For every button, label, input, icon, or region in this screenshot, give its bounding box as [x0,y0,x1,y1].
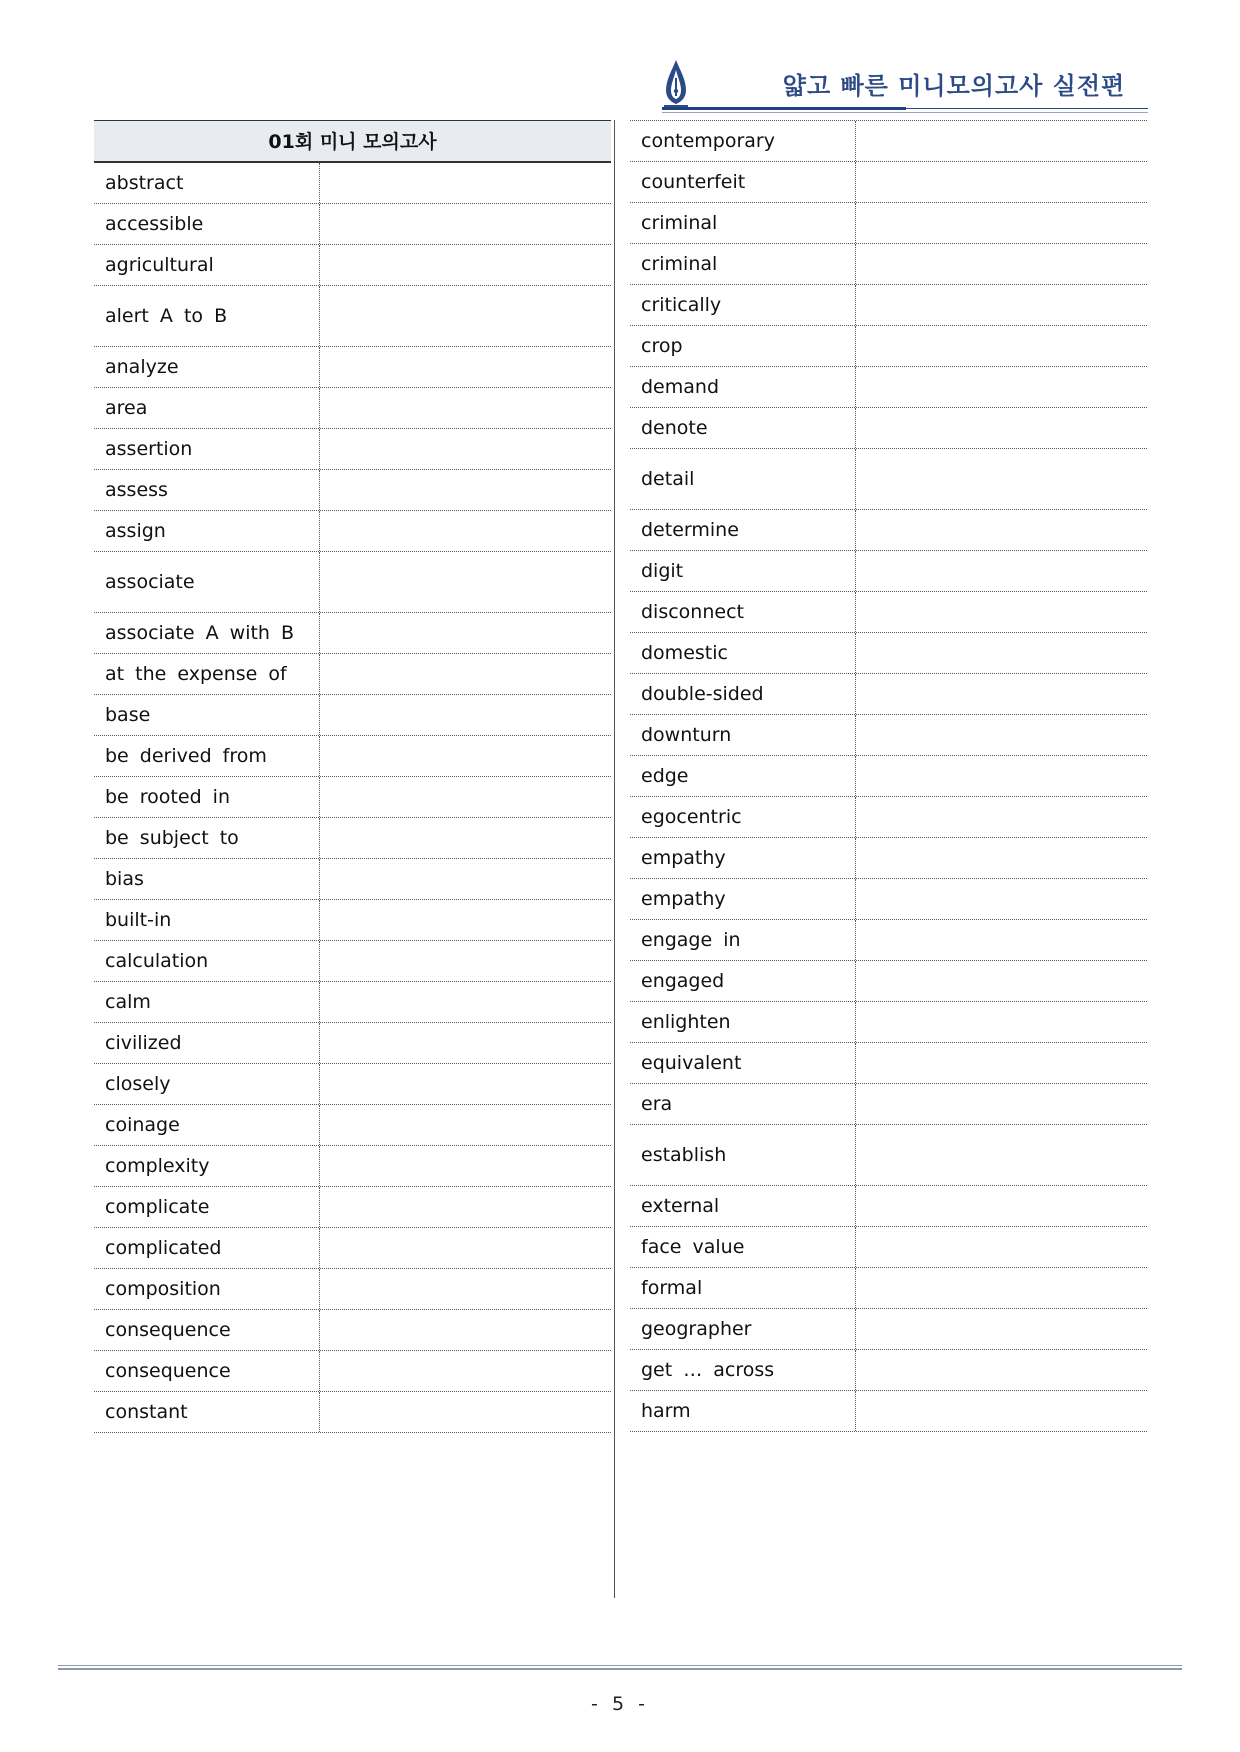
meaning-answer-cell[interactable] [320,1105,611,1145]
vocabulary-word: denote [630,408,856,448]
meaning-answer-cell[interactable] [320,654,611,694]
meaning-answer-cell[interactable] [856,920,1147,960]
vocabulary-row [630,244,1147,285]
vocabulary-row [94,1228,611,1269]
vocabulary-row [94,613,611,654]
vocabulary-row [94,900,611,941]
vocabulary-row [94,1146,611,1187]
meaning-answer-cell[interactable] [856,961,1147,1001]
vocabulary-word: demand [630,367,856,407]
workbook-title: 얇고 빠른 미니모의고사 실전편 [782,72,1126,100]
vocabulary-row [94,286,611,347]
meaning-answer-cell[interactable] [320,777,611,817]
vocabulary-row [94,1310,611,1351]
meaning-answer-cell[interactable] [320,736,611,776]
vocabulary-row [630,510,1147,551]
vocabulary-row [94,818,611,859]
vocabulary-word: coinage [94,1105,320,1145]
vocabulary-row [94,1105,611,1146]
vocabulary-word: criminal [630,244,856,284]
vocabulary-word: composition [94,1269,320,1309]
vocabulary-word: geographer [630,1309,856,1349]
vocabulary-row [630,1084,1147,1125]
meaning-answer-cell[interactable] [320,695,611,735]
vocabulary-word: base [94,695,320,735]
header-rule-thin [906,108,1148,109]
meaning-answer-cell[interactable] [856,1391,1147,1431]
vocabulary-row [94,941,611,982]
meaning-answer-cell[interactable] [856,1084,1147,1124]
vocabulary-word: be derived from [94,736,320,776]
meaning-answer-cell[interactable] [320,1187,611,1227]
meaning-answer-cell[interactable] [856,633,1147,673]
meaning-answer-cell[interactable] [320,388,611,428]
header-rule [662,107,906,110]
vocabulary-row [94,388,611,429]
vocabulary-word: civilized [94,1023,320,1063]
vocabulary-word: consequence [94,1351,320,1391]
vocabulary-row [94,1064,611,1105]
vocabulary-row [630,326,1147,367]
vocabulary-row [94,736,611,777]
vocabulary-word: calculation [94,941,320,981]
vocabulary-row [94,1187,611,1228]
vocabulary-word: at the expense of [94,654,320,694]
vocabulary-row [94,654,611,695]
meaning-answer-cell[interactable] [320,900,611,940]
vocabulary-word: be subject to [94,818,320,858]
fountain-pen-nib-logo-icon [662,58,690,110]
vocabulary-row [630,162,1147,203]
meaning-answer-cell[interactable] [856,510,1147,550]
meaning-answer-cell[interactable] [320,1310,611,1350]
meaning-answer-cell[interactable] [856,879,1147,919]
vocabulary-word: establish [630,1125,856,1185]
vocabulary-row [94,1269,611,1310]
vocabulary-word: external [630,1186,856,1226]
meaning-answer-cell[interactable] [856,551,1147,591]
meaning-answer-cell[interactable] [320,245,611,285]
meaning-answer-cell[interactable] [856,1268,1147,1308]
vocabulary-word: egocentric [630,797,856,837]
meaning-answer-cell[interactable] [856,1350,1147,1390]
vocabulary-word: be rooted in [94,777,320,817]
footer-rule-bold [58,1668,1182,1670]
meaning-answer-cell[interactable] [856,1227,1147,1267]
vocabulary-row [94,511,611,552]
vocabulary-row [94,429,611,470]
meaning-answer-cell[interactable] [320,347,611,387]
vocabulary-word: downturn [630,715,856,755]
meaning-answer-cell[interactable] [320,1228,611,1268]
meaning-answer-cell[interactable] [320,286,611,346]
meaning-answer-cell[interactable] [320,552,611,612]
vocabulary-word: engage in [630,920,856,960]
meaning-answer-cell[interactable] [856,797,1147,837]
meaning-answer-cell[interactable] [320,163,611,203]
vocabulary-word: bias [94,859,320,899]
vocabulary-row [94,470,611,511]
vocabulary-word: criminal [630,203,856,243]
vocabulary-row [94,982,611,1023]
vocabulary-row [630,756,1147,797]
vocabulary-row [94,777,611,818]
meaning-answer-cell[interactable] [856,162,1147,202]
meaning-answer-cell[interactable] [856,1002,1147,1042]
meaning-answer-cell[interactable] [856,1043,1147,1083]
meaning-answer-cell[interactable] [320,1392,611,1432]
vocabulary-word: counterfeit [630,162,856,202]
vocabulary-word: constant [94,1392,320,1432]
meaning-answer-cell[interactable] [856,756,1147,796]
meaning-answer-cell[interactable] [320,859,611,899]
vocabulary-row [630,449,1147,510]
meaning-answer-cell[interactable] [856,449,1147,509]
meaning-answer-cell[interactable] [856,838,1147,878]
meaning-answer-cell[interactable] [320,613,611,653]
vocabulary-row [630,879,1147,920]
vocabulary-row [94,552,611,613]
header-underline [662,112,1148,113]
vocabulary-word: calm [94,982,320,1022]
vocabulary-row [630,920,1147,961]
vocabulary-row [630,838,1147,879]
vocabulary-word: disconnect [630,592,856,632]
meaning-answer-cell[interactable] [856,592,1147,632]
meaning-answer-cell[interactable] [320,1351,611,1391]
meaning-answer-cell[interactable] [856,244,1147,284]
vocabulary-word: face value [630,1227,856,1267]
vocabulary-row [94,1351,611,1392]
vocabulary-word: domestic [630,633,856,673]
vocabulary-row [630,285,1147,326]
vocabulary-word: digit [630,551,856,591]
meaning-answer-cell[interactable] [320,982,611,1022]
vocabulary-word: analyze [94,347,320,387]
vocabulary-word: abstract [94,163,320,203]
vocabulary-word: closely [94,1064,320,1104]
vocabulary-word: enlighten [630,1002,856,1042]
vocabulary-row [630,1309,1147,1350]
vocabulary-row [94,859,611,900]
vocabulary-word: assertion [94,429,320,469]
vocabulary-row [630,551,1147,592]
vocabulary-word: consequence [94,1310,320,1350]
vocabulary-word: complexity [94,1146,320,1186]
vocabulary-word: crop [630,326,856,366]
vocabulary-row [630,715,1147,756]
vocabulary-word: harm [630,1391,856,1431]
vocabulary-word: alert A to B [94,286,320,346]
vocabulary-row [630,797,1147,838]
vocabulary-row [630,1186,1147,1227]
meaning-answer-cell[interactable] [856,408,1147,448]
vocabulary-row [630,1002,1147,1043]
vocabulary-row [94,204,611,245]
vocabulary-table-right [630,120,1147,1432]
vocabulary-row [630,367,1147,408]
column-divider [614,120,615,1598]
vocabulary-row [94,1023,611,1064]
meaning-answer-cell[interactable] [856,1309,1147,1349]
vocabulary-row [630,1391,1147,1432]
meaning-answer-cell[interactable] [320,941,611,981]
vocabulary-word: empathy [630,879,856,919]
meaning-answer-cell[interactable] [856,203,1147,243]
vocabulary-word: edge [630,756,856,796]
vocabulary-word: equivalent [630,1043,856,1083]
vocabulary-row [94,1392,611,1433]
vocabulary-word: assign [94,511,320,551]
vocabulary-row [630,1268,1147,1309]
vocabulary-row [630,961,1147,1002]
vocabulary-row [630,592,1147,633]
meaning-answer-cell[interactable] [856,1125,1147,1185]
vocabulary-row [94,347,611,388]
vocabulary-row [630,1125,1147,1186]
section-title: 01회 미니 모의고사 [94,120,611,163]
vocabulary-row [94,245,611,286]
meaning-answer-cell[interactable] [320,511,611,551]
vocabulary-word: engaged [630,961,856,1001]
vocabulary-row [630,121,1147,162]
vocabulary-word: detail [630,449,856,509]
vocabulary-row [630,1227,1147,1268]
vocabulary-word: critically [630,285,856,325]
vocabulary-row [630,1043,1147,1084]
vocabulary-word: associate [94,552,320,612]
meaning-answer-cell[interactable] [320,470,611,510]
vocabulary-word: determine [630,510,856,550]
meaning-answer-cell[interactable] [320,1064,611,1104]
vocabulary-word: area [94,388,320,428]
meaning-answer-cell[interactable] [856,1186,1147,1226]
vocabulary-word: era [630,1084,856,1124]
meaning-answer-cell[interactable] [320,204,611,244]
meaning-answer-cell[interactable] [320,818,611,858]
vocabulary-word: complicated [94,1228,320,1268]
vocabulary-word: accessible [94,204,320,244]
vocabulary-row [630,203,1147,244]
vocabulary-row [94,163,611,204]
vocabulary-word: built-in [94,900,320,940]
vocabulary-word: double-sided [630,674,856,714]
meaning-answer-cell[interactable] [856,121,1147,161]
meaning-answer-cell[interactable] [856,715,1147,755]
meaning-answer-cell[interactable] [320,1146,611,1186]
vocabulary-word: contemporary [630,121,856,161]
meaning-answer-cell[interactable] [320,1023,611,1063]
vocabulary-word: agricultural [94,245,320,285]
vocabulary-word: get … across [630,1350,856,1390]
meaning-answer-cell[interactable] [320,429,611,469]
vocabulary-word: complicate [94,1187,320,1227]
vocabulary-word: empathy [630,838,856,878]
vocabulary-row [630,408,1147,449]
vocabulary-word: associate A with B [94,613,320,653]
vocabulary-word: formal [630,1268,856,1308]
meaning-answer-cell[interactable] [856,285,1147,325]
vocabulary-row [94,695,611,736]
meaning-answer-cell[interactable] [856,326,1147,366]
vocabulary-row [630,633,1147,674]
footer-rule [58,1665,1182,1666]
vocabulary-row [630,1350,1147,1391]
page-number: - 5 - [591,1693,649,1715]
vocabulary-word: assess [94,470,320,510]
meaning-answer-cell[interactable] [856,367,1147,407]
meaning-answer-cell[interactable] [856,674,1147,714]
vocabulary-table-left [94,120,611,1433]
meaning-answer-cell[interactable] [320,1269,611,1309]
vocabulary-row [630,674,1147,715]
